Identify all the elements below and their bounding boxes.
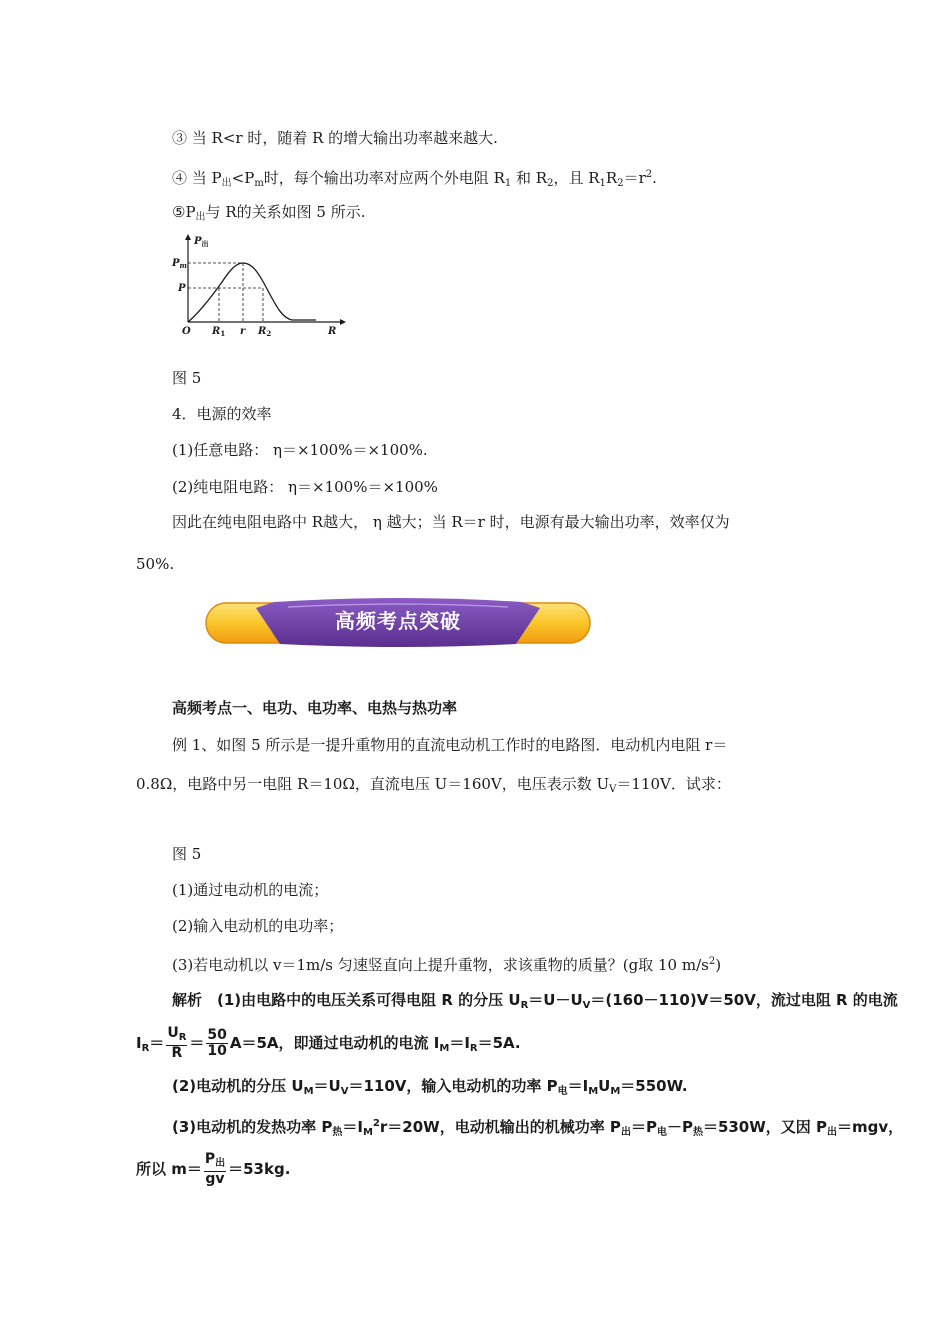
- solution-line-4: (3)电动机的发热功率 $P_热=I_M^2r=20W$，电动机输出的机械功率 $P_出=P_电-P_热=530W$，又因 $P_出=mgv$，: [172, 1118, 904, 1138]
- figure-caption-1: 图 5: [172, 369, 202, 387]
- origin-label: O: [182, 326, 191, 337]
- efficiency-conclusion-cont: 50%.: [136, 555, 175, 573]
- solution-line-1: 解析 (1)由电路中的电压关系可得电阻 R 的分压 $U_R=U-U_V=(160-110)V=50V$，流过电阻 R 的电流: [172, 991, 898, 1011]
- x-axis-arrow: [340, 319, 346, 325]
- r1-label: $R_1$: [212, 326, 226, 338]
- question-2: (2)输入电动机的电功率；: [172, 917, 344, 935]
- efficiency-any-circuit: (1)任意电路： η＝×100%＝×100%.: [172, 441, 428, 459]
- fraction-pout-over-gv: $\frac{P_出}{gv}$: [204, 1151, 226, 1187]
- topic-heading: 高频考点一、电功、电功率、电热与热功率: [172, 699, 458, 717]
- efficiency-resistive-circuit: (2)纯电阻电路： η＝×100%＝×100%: [172, 478, 438, 496]
- efficiency-conclusion: 因此在纯电阻电路中 R越大， η 越大；当 R＝r 时，电源有最大输出功率，效率仅为: [172, 513, 730, 531]
- banner-title: 高频考点突破: [335, 609, 461, 633]
- solution-line-2: $I_R=$ $\frac{U_R}{R}$ ＝ $\frac{50}{10}$ A＝5A，即通过电动机的电流 $I_M=I_R=5A$.: [136, 1025, 521, 1061]
- x-axis-label: R: [328, 326, 337, 337]
- power-curve-figure: [170, 232, 350, 342]
- r-label: r: [240, 326, 246, 337]
- fraction-50-over-10: $\frac{50}{10}$: [207, 1027, 227, 1059]
- solution-line-5: 所以 m＝ $\frac{P_出}{gv}$ ＝53kg.: [136, 1151, 291, 1187]
- example-line-2: 0.8Ω，电路中另一电阻 R＝10Ω，直流电压 U＝160V，电压表示数 $U_V=110V$．试求：: [136, 775, 731, 795]
- example-line-1: 例 1、如图 5 所示是一提升重物用的直流电动机工作时的电路图．电动机内电阻 r＝: [172, 736, 728, 754]
- r2-label: $R_2$: [258, 326, 272, 338]
- question-3: (3)若电动机以 v＝1m/s 匀速竖直向上提升重物，求该重物的质量？(g取 10 $m/s^2$): [172, 956, 722, 974]
- p-label: P: [178, 283, 186, 294]
- y-axis-label: $P_出$: [194, 236, 209, 248]
- solution-line-3: (2)电动机的分压 $U_M=U_V=110V$，输入电动机的功率 $P_电=I_MU_M=550W$.: [172, 1077, 688, 1097]
- item-4: ④ 当 $P_出<P_m$时，每个输出功率对应两个外电阻 $R_1$ 和 $R_2$，且 $R_1R_2=r^2$.: [172, 169, 657, 189]
- power-curve: [188, 263, 316, 322]
- item-5: $⑤P_出$与 R的关系如图 5 所示.: [172, 203, 366, 223]
- pm-label: $P_m$: [172, 258, 187, 270]
- section-banner: [204, 598, 592, 648]
- item-3: ③ 当 R<r 时，随着 R 的增大输出功率越来越大.: [172, 129, 498, 147]
- power-curve-svg: [170, 232, 350, 342]
- question-1: (1)通过电动机的电流；: [172, 881, 329, 899]
- fraction-ur-over-r: $\frac{U_R}{R}$: [167, 1025, 187, 1061]
- y-axis-arrow: [185, 234, 191, 240]
- section-4-title: 4．电源的效率: [172, 405, 272, 423]
- figure-caption-2: 图 5: [172, 845, 202, 863]
